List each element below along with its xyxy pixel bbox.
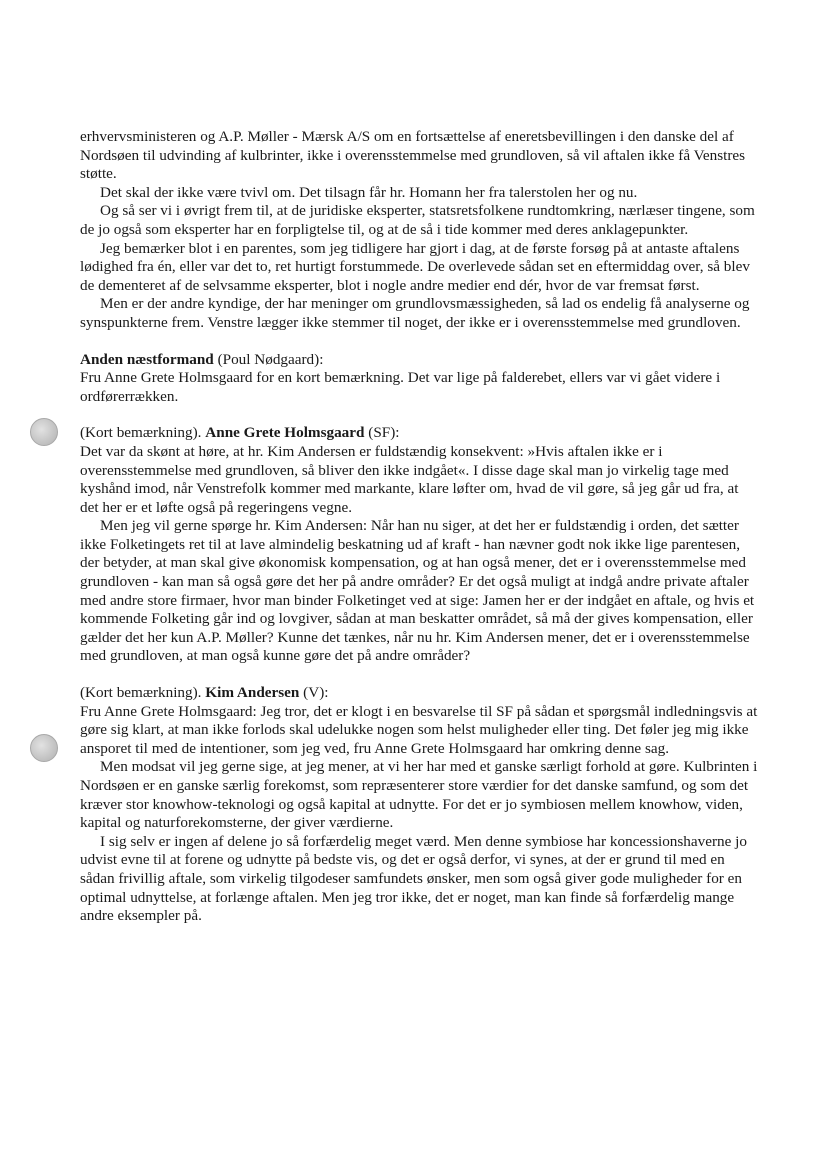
paragraph: Og så ser vi i øvrigt frem til, at de juridiske eksperter, statsretsfolkene rundtomkring, nærlæser tingene, som de jo også som eksperter har en forpligtelse til, og at de så i tide kommer med deres anklagepunkter. <box>80 202 755 238</box>
speaker-name: Anne Grete Holmsgaard <box>205 424 365 442</box>
speech-holmsgaard <box>80 424 760 666</box>
paragraph: Men er der andre kyndige, der har meninger om grundlovsmæssigheden, så lad os endelig få analyserne og synspunkterne frem. Venstre lægger ikke stemmer til noget, der ikke er i overensstemmelse med grundloven. <box>80 295 750 331</box>
punch-hole-bottom <box>30 734 58 762</box>
paragraph: Fru Anne Grete Holmsgaard: Jeg tror, det er klogt i en besvarelse til SF på sådan et spørgsmål indledningsvis at gøre sig klart, at man ikke forlods skal udelukke nogen som helst muligheder eller ting. Det føler jeg mig ikke ansporet til med de intentioner, som jeg ved, fru Anne Grete Holmsgaard har omkring denne sag. <box>80 702 758 757</box>
speech-chair <box>80 351 760 407</box>
speaker-prefix: (Kort bemærkning). <box>80 424 206 442</box>
speaker-prefix: (Kort bemærkning). <box>80 684 206 702</box>
punch-hole-top <box>30 418 58 446</box>
paragraph: Jeg bemærker blot i en parentes, som jeg tidligere har gjort i dag, at de første forsøg på at antaste aftalens lødighed fra én, eller var det to, ret hurtigt forstummede. De overlevede sådan set en eftermiddag over, så blev de dementeret af de selvsamme eksperter, blot i nogle andre medier end dér, hvor de var fremsat først. <box>80 239 750 294</box>
speaker-line <box>80 351 760 370</box>
document-page <box>80 128 760 926</box>
speaker-party: (SF): <box>364 424 400 442</box>
speaker-party: (Poul Nødgaard): <box>213 350 324 368</box>
paragraph: I sig selv er ingen af delene jo så forfærdelig meget værd. Men denne symbiose har koncessionshaverne jo udvist evne til at forene og udnytte på bedste vis, og det er også derfor, vi synes, at der er grund til med en sådan frivillig aftale, som virkelig tilgodeser samfundets ønsker, men som også giver gode muligheder for en optimal udnyttelse, at forlænge aftalen. Men jeg tror ikke, det er noget, man kan finde så forfærdelig mange andre eksempler på. <box>80 832 747 925</box>
speaker-line <box>80 684 760 703</box>
paragraph: Men modsat vil jeg gerne sige, at jeg mener, at vi her har med et ganske særligt forhold at gøre. Kulbrinten i Nordsøen er en ganske særlig forekomst, som repræsenterer store værdier for det danske samfund, og som det kræver stor knowhow-teknologi og også kapital at udnytte. For det er jo symbiosen mellem knowhow, viden, kapital og naturforekomsterne, der giver værdierne. <box>80 758 758 832</box>
speech-andersen <box>80 684 760 926</box>
speaker-name: Kim Andersen <box>205 684 300 702</box>
speaker-line <box>80 424 760 443</box>
paragraph: Fru Anne Grete Holmsgaard for en kort bemærkning. Det var lige på falderebet, ellers var vi gået videre i ordførerrækken. <box>80 369 721 405</box>
paragraph: erhvervsministeren og A.P. Møller - Mærsk A/S om en fortsættelse af eneretsbevillingen i den danske del af Nordsøen til udvinding af kulbrinter, ikke i overensstemmelse med grundloven, så vil aftalen ikke få Venstres støtte. <box>80 128 746 183</box>
paragraph: Men jeg vil gerne spørge hr. Kim Andersen: Når han nu siger, at det her er fuldstændig i orden, det sætter ikke Folketingets ret til at lave almindelig beskatning ud af kraft - han nævner godt nok ikke lige parentesen, der betyder, at man skal give økonomisk kompensation, og at han også mener, det er i overensstemmelse med grundloven - kan man så også gøre det her på andre områder? Er det også muligt at indgå andre private aftaler med andre store firmaer, hvor man binder Folketinget ved at sige: Jamen her er der indgået en aftale, og hvis et kommende Folketing går ind og lovgiver, sådan at man beskatter området, så må der gives kompensation, eller gælder det her kun A.P. Møller? Kunne det tænkes, når nu hr. Kim Andersen mener, det er i overensstemmelse med grundloven, at man også kunne gøre det på andre områder? <box>80 517 755 665</box>
speaker-name: Anden næstformand <box>80 350 214 368</box>
speaker-party: (V): <box>299 684 329 702</box>
paragraph: Det skal der ikke være tvivl om. Det tilsagn får hr. Homann her fra talerstolen her og nu. <box>100 183 638 201</box>
paragraph: Det var da skønt at høre, at hr. Kim Andersen er fuldstændig konsekvent: »Hvis aftalen ikke er i overensstemmelse med grundloven, så bliver den ikke indgået«. I disse dage skal man jo virkelig tage med kyshånd imod, når Venstrefolk kommer med markante, klare løfter om, hvad de vil gøre, så jeg går ud fra, at det her er et løfte også på regeringens vegne. <box>80 442 739 516</box>
